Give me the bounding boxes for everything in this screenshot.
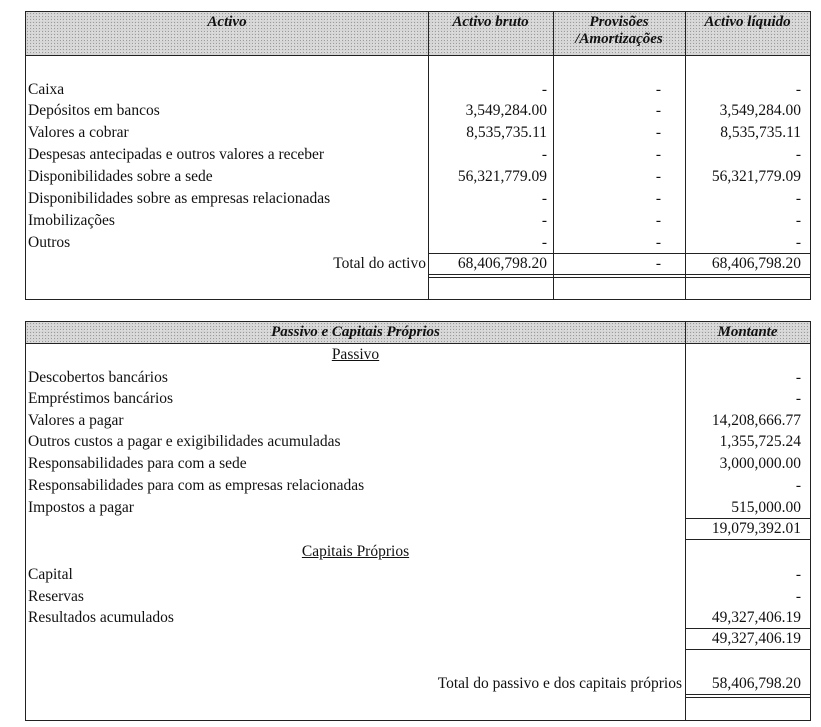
assets-total-gross: 68,406,798.20 [457, 255, 547, 272]
row-label: Resultados acumulados [28, 609, 174, 626]
gross-value: - [541, 81, 547, 98]
row-label: Caixa [28, 81, 65, 98]
grand-total-bottom-border-1 [685, 694, 811, 695]
amount-value: - [795, 588, 801, 605]
equity-subtotal-bottom-border [685, 649, 811, 650]
assets-col-divider-3 [685, 11, 686, 300]
row-label: Imobilizações [28, 212, 115, 229]
assets-total-bottom-border-1 [428, 274, 811, 275]
provisions-value: - [655, 190, 661, 207]
row-label: Disponibilidades sobre a sede [28, 168, 213, 185]
row-label: Impostos a pagar [28, 499, 134, 516]
provisions-value: - [655, 168, 661, 185]
assets-total-net: 68,406,798.20 [711, 255, 801, 272]
row-label: Depósitos em bancos [28, 102, 160, 119]
gross-value: - [541, 212, 547, 229]
assets-col-divider-2 [553, 11, 554, 300]
liabilities-right-border [810, 321, 811, 721]
equity-subtotal: 49,327,406.19 [711, 630, 801, 647]
assets-total-label: Total do activo [333, 255, 426, 272]
amount-value: - [795, 369, 801, 386]
assets-header-net: Activo líquido [704, 14, 791, 30]
gross-value: - [541, 234, 547, 251]
net-value: - [795, 81, 801, 98]
assets-header-label: Activo [207, 14, 247, 30]
provisions-value: - [655, 212, 661, 229]
amount-value: 3,000,000.00 [719, 455, 801, 472]
provisions-value: - [655, 234, 661, 251]
provisions-value: - [655, 81, 661, 98]
row-label: Empréstimos bancários [28, 390, 174, 407]
assets-header-gross: Activo bruto [452, 14, 529, 30]
row-label: Disponibilidades sobre as empresas relacionadas [28, 190, 331, 207]
assets-total-bottom-border-2 [428, 277, 811, 278]
net-value: 56,321,779.09 [711, 168, 801, 185]
net-value: - [795, 212, 801, 229]
net-value: - [795, 146, 801, 163]
net-value: 8,535,735.11 [720, 124, 801, 141]
gross-value: - [541, 190, 547, 207]
amount-value: - [795, 477, 801, 494]
liabilities-total-label: Total do passivo e dos capitais próprios [437, 675, 682, 692]
gross-value: 8,535,735.11 [466, 124, 547, 141]
gross-value: 56,321,779.09 [457, 168, 547, 185]
equity-section-title: Capitais Próprios [301, 543, 410, 560]
row-label: Capital [28, 566, 73, 583]
row-label: Responsabilidades para com a sede [28, 455, 247, 472]
gross-value: 3,549,284.00 [465, 102, 547, 119]
assets-right-border [810, 11, 811, 300]
liabilities-header-amount: Montante [717, 324, 778, 340]
liabilities-header-bottom-border [25, 343, 811, 344]
liabilities-left-border [25, 321, 26, 721]
amount-value: 515,000.00 [731, 499, 801, 516]
provisions-value: - [655, 124, 661, 141]
liabilities-bottom-border [25, 720, 811, 721]
row-label: Outros [28, 234, 71, 251]
assets-header-bottom-border [25, 55, 811, 56]
row-label: Outros custos a pagar e exigibilidades acumuladas [28, 433, 341, 450]
row-label: Valores a cobrar [28, 124, 129, 141]
assets-header-provisions-line2: /Amortizações [575, 31, 663, 47]
row-label: Responsabilidades para com as empresas relacionadas [28, 477, 365, 494]
liabilities-section-title: Passivo [331, 346, 380, 363]
row-label: Reservas [28, 588, 84, 605]
row-label: Valores a pagar [28, 412, 124, 429]
assets-total-provisions: - [655, 255, 661, 272]
amount-value: 1,355,725.24 [719, 433, 801, 450]
assets-top-border [25, 11, 811, 12]
assets-header-provisions-line1: Provisões [589, 14, 649, 30]
liabilities-subtotal: 19,079,392.01 [711, 520, 801, 537]
amount-value: 14,208,666.77 [711, 412, 801, 429]
liabilities-total-amount: 58,406,798.20 [711, 675, 801, 692]
gross-value: - [541, 146, 547, 163]
grand-total-bottom-border-2 [685, 697, 811, 698]
net-value: - [795, 190, 801, 207]
liabilities-top-border [25, 321, 811, 322]
liabilities-subtotal-bottom-border [685, 539, 811, 540]
amount-value: 49,327,406.19 [711, 609, 801, 626]
provisions-value: - [655, 102, 661, 119]
liabilities-header-label: Passivo e Capitais Próprios [271, 324, 440, 340]
assets-col-divider-1 [428, 11, 429, 300]
row-label: Despesas antecipadas e outros valores a receber [28, 146, 325, 163]
provisions-value: - [655, 146, 661, 163]
row-label: Descobertos bancários [28, 369, 168, 386]
assets-left-border [25, 11, 26, 300]
net-value: 3,549,284.00 [719, 102, 801, 119]
amount-value: - [795, 390, 801, 407]
net-value: - [795, 234, 801, 251]
assets-bottom-border [25, 299, 811, 300]
liabilities-col-divider [685, 321, 686, 721]
amount-value: - [795, 566, 801, 583]
